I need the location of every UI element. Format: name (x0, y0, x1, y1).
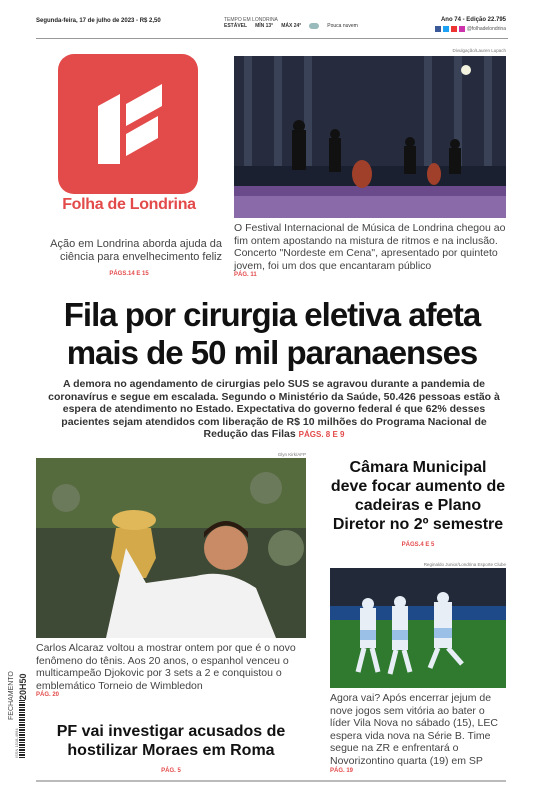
football-caption: Agora vai? Após encerrar jejum de nove jogos sem vitória ao bater o líder Vila Nova no sábado (15), LEC espera vida nova na Série B. Time segue na ZR e enfrentará o Novorizontino quarta (19) em SP (330, 692, 498, 767)
concert-photo[interactable] (234, 56, 506, 218)
alcaraz-photo[interactable] (36, 458, 306, 638)
camara-headline[interactable]: Câmara Municipal deve focar aumento de cadeiras e Plano Diretor no 2º semestre (330, 459, 506, 533)
headline-line2: mais de 50 mil paranaenses (66, 334, 478, 371)
instagram-icon[interactable] (459, 26, 465, 32)
headline-line1: Fila por cirurgia eletiva afeta (63, 296, 481, 333)
logo-mark (58, 54, 198, 194)
fechamento-label: FECHAMENTO (8, 671, 15, 720)
weather-status: ESTÁVEL (224, 23, 248, 29)
facebook-icon[interactable] (435, 26, 441, 32)
pf-headline[interactable]: PF vai investigar acusados de hostilizar Moraes em Roma (56, 723, 286, 759)
bottom-rule (36, 780, 506, 782)
social-handle[interactable]: @folhadelondrina (466, 26, 506, 32)
concert-caption: O Festival Internacional de Música de Londrina chegou ao fim ontem apostando na mistura de ritmos e na inclusão. Concerto "Nordeste em Cena", apresentado por quinteto jovem, foi um dos que encantaram público (234, 222, 506, 272)
youtube-icon[interactable] (451, 26, 457, 32)
weather-note: Pouca nuvem (327, 23, 358, 29)
page-ref: PÁGS. 8 E 9 (298, 430, 345, 439)
page-ref: PÁG. 20 (36, 692, 60, 698)
teaser-text: Ação em Londrina aborda ajuda da ciência para envelhecimento feliz (50, 238, 222, 263)
weather-box (224, 17, 358, 29)
photo-credit: Glyn Kirk/AFP (277, 452, 306, 457)
teaser-envelhecimento[interactable] (36, 238, 222, 281)
barcode-icon (19, 700, 25, 758)
social-row (435, 26, 506, 32)
photo-credit: Divulgação/Lauren Lupach (452, 48, 506, 53)
barcode-box (14, 700, 26, 760)
page-ref: PÁG. 5 (161, 768, 181, 774)
page-ref: PÁG. 11 (234, 272, 257, 278)
logo-wordmark: Folha de Londrina (62, 196, 196, 213)
weather-min: MÍN 13° (255, 23, 274, 29)
lead-text: A demora no agendamento de cirurgias pelo SUS se agravou durante a pandemia de coronavírus e segue em escalada. Segundo o Ministério da Saúde, 50.426 pessoas estão à espera de atendimento no Estado. Expectativa do governo federal é que 62% desses pacientes sejam atendidos com liberação de R$ 10 milhões do Programa Nacional de Redução das Filas (48, 378, 500, 440)
issn-text: ISSN 1518-4994 (14, 728, 19, 758)
twitter-icon[interactable] (443, 26, 449, 32)
page-ref: PÁGS.14 E 15 (109, 271, 149, 277)
edition-number: Ano 74 - Edição 22.795 (440, 17, 506, 23)
main-headline[interactable] (30, 296, 514, 372)
weather-max: MÁX 24° (281, 23, 302, 29)
cloud-icon (309, 23, 319, 29)
page-ref: PÁGS.4 E 5 (401, 542, 435, 548)
main-lead (44, 378, 504, 442)
logo-icon (58, 54, 198, 194)
fechamento-time: 20H50 (18, 673, 28, 700)
alcaraz-caption: Carlos Alcaraz voltou a mostrar ontem por que é o novo fenômeno do tênis. Aos 20 anos, o espanhol venceu o multicampeão Djokovic por 3 sets a 2 e conquistou o emblemático Torneio de Wimbledon (36, 642, 296, 692)
page-ref: PÁG. 19 (330, 768, 354, 774)
weather-title: TEMPO EM LONDRINA (224, 17, 278, 23)
date-price: Segunda-feira, 17 de julho de 2023 - R$ 2,50 (36, 18, 161, 24)
football-photo[interactable] (330, 568, 506, 688)
photo-credit: Reginaldo Junior/Londrina Esporte Clube (423, 562, 506, 567)
